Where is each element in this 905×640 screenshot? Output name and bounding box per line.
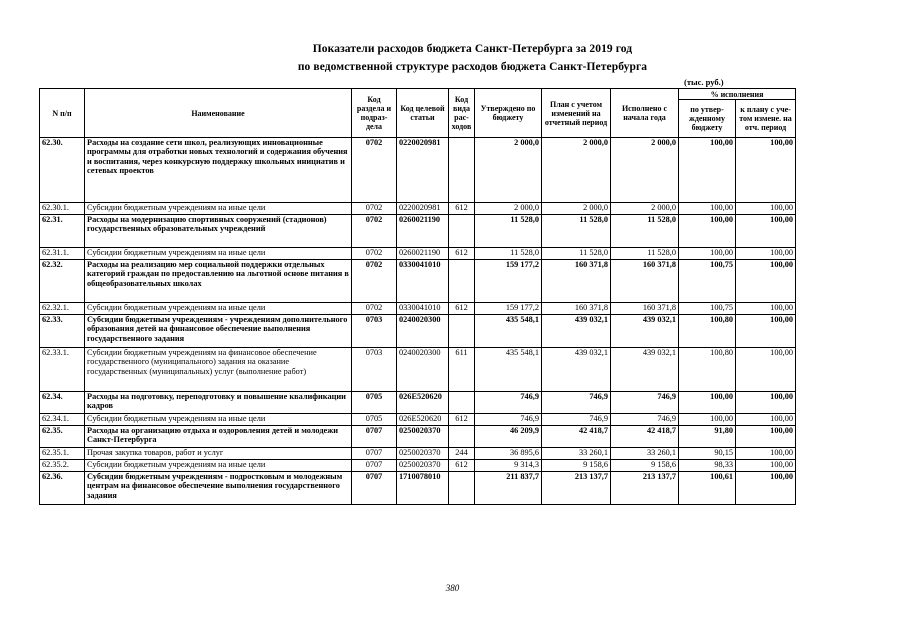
row-executed: 213 137,7	[611, 472, 679, 505]
row-executed: 746,9	[611, 414, 679, 426]
row-section-code: 0703	[352, 315, 397, 348]
row-num: 62.35.1.	[40, 448, 85, 460]
row-pct-approved: 100,61	[679, 472, 736, 505]
row-executed: 9 158,6	[611, 460, 679, 472]
row-pct-approved: 100,75	[679, 303, 736, 315]
row-num: 62.30.1.	[40, 203, 85, 215]
row-pct-approved: 100,00	[679, 392, 736, 414]
header-approved: Утверждено по бюджету	[475, 89, 542, 138]
row-section-code: 0707	[352, 426, 397, 448]
row-num: 62.32.1.	[40, 303, 85, 315]
row-type-code: 612	[449, 414, 475, 426]
header-section: Код раздела и подраз-дела	[352, 89, 397, 138]
row-pct-plan: 100,00	[736, 448, 796, 460]
row-pct-approved: 90,15	[679, 448, 736, 460]
row-type-code	[449, 426, 475, 448]
row-section-code: 0702	[352, 248, 397, 260]
row-name: Расходы на подготовку, переподготовку и повышение квалификации кадров	[85, 392, 352, 414]
row-pct-plan: 100,00	[736, 392, 796, 414]
row-target-code: 1710078010	[397, 472, 449, 505]
row-approved: 435 548,1	[475, 315, 542, 348]
row-pct-approved: 100,00	[679, 248, 736, 260]
table-row	[40, 138, 796, 203]
table-row	[40, 392, 796, 414]
row-type-code	[449, 472, 475, 505]
row-pct-approved: 100,00	[679, 414, 736, 426]
row-executed: 42 418,7	[611, 426, 679, 448]
row-approved: 2 000,0	[475, 203, 542, 215]
header-target: Код целевой статьи	[397, 89, 449, 138]
header-plan: План с учетом изменений на отчетный период	[542, 89, 611, 138]
row-num: 62.33.	[40, 315, 85, 348]
row-approved: 746,9	[475, 392, 542, 414]
row-executed: 160 371,8	[611, 260, 679, 303]
row-name: Субсидии бюджетным учреждениям на иные цели	[85, 414, 352, 426]
row-plan: 9 158,6	[542, 460, 611, 472]
row-section-code: 0707	[352, 448, 397, 460]
row-name: Субсидии бюджетным учреждениям на иные цели	[85, 303, 352, 315]
row-name: Расходы на модернизацию спортивных сооружений (стадионов) государственных образовательных учреждений	[85, 215, 352, 248]
row-name: Расходы на организацию отдыха и оздоровления детей и молодежи Санкт-Петербурга	[85, 426, 352, 448]
row-pct-approved: 100,80	[679, 315, 736, 348]
row-plan: 33 260,1	[542, 448, 611, 460]
row-target-code: 0220020981	[397, 138, 449, 203]
header-pct-approved: по утвер-жденному бюджету	[679, 100, 736, 138]
row-section-code: 0705	[352, 414, 397, 426]
row-executed: 439 032,1	[611, 315, 679, 348]
report-subtitle: по ведомственной структуре расходов бюджета Санкт-Петербурга	[297, 61, 648, 73]
row-name: Субсидии бюджетным учреждениям - подростковым и молодежным центрам на финансовое обеспечение выполнения государственного задания	[85, 472, 352, 505]
row-pct-approved: 100,00	[679, 215, 736, 248]
row-approved: 211 837,7	[475, 472, 542, 505]
row-executed: 439 032,1	[611, 348, 679, 392]
budget-table	[39, 88, 796, 505]
row-executed: 746,9	[611, 392, 679, 414]
row-approved: 159 177,2	[475, 260, 542, 303]
row-pct-plan: 100,00	[736, 303, 796, 315]
table-row	[40, 448, 796, 460]
units-label: (тыс. руб.)	[684, 77, 724, 87]
row-plan: 11 528,0	[542, 215, 611, 248]
row-plan: 2 000,0	[542, 203, 611, 215]
header-pct-group: % исполнения	[679, 89, 796, 100]
row-pct-approved: 100,00	[679, 203, 736, 215]
table-row	[40, 315, 796, 348]
row-section-code: 0705	[352, 392, 397, 414]
row-section-code: 0702	[352, 215, 397, 248]
row-type-code	[449, 138, 475, 203]
row-target-code: 0260021190	[397, 215, 449, 248]
row-plan: 746,9	[542, 414, 611, 426]
header-type: Код вида рас-ходов	[449, 89, 475, 138]
report-title: Показатели расходов бюджета Санкт-Петербурга за 2019 год	[312, 43, 633, 55]
row-type-code: 612	[449, 460, 475, 472]
row-pct-plan: 100,00	[736, 414, 796, 426]
row-num: 62.33.1.	[40, 348, 85, 392]
table-row	[40, 203, 796, 215]
row-pct-plan: 100,00	[736, 348, 796, 392]
row-plan: 2 000,0	[542, 138, 611, 203]
row-section-code: 0702	[352, 260, 397, 303]
row-section-code: 0707	[352, 472, 397, 505]
row-type-code	[449, 392, 475, 414]
row-target-code: 0240020300	[397, 348, 449, 392]
row-pct-plan: 100,00	[736, 203, 796, 215]
row-executed: 11 528,0	[611, 215, 679, 248]
row-pct-approved: 91,80	[679, 426, 736, 448]
row-num: 62.34.1.	[40, 414, 85, 426]
row-executed: 11 528,0	[611, 248, 679, 260]
row-section-code: 0702	[352, 203, 397, 215]
row-type-code: 612	[449, 248, 475, 260]
row-target-code: 0250020370	[397, 460, 449, 472]
table-row	[40, 260, 796, 303]
row-plan: 746,9	[542, 392, 611, 414]
row-pct-plan: 100,00	[736, 472, 796, 505]
page-number: 380	[445, 583, 460, 593]
row-plan: 213 137,7	[542, 472, 611, 505]
row-approved: 46 209,9	[475, 426, 542, 448]
row-plan: 11 528,0	[542, 248, 611, 260]
row-pct-plan: 100,00	[736, 426, 796, 448]
row-num: 62.35.2.	[40, 460, 85, 472]
row-pct-plan: 100,00	[736, 248, 796, 260]
row-pct-approved: 100,00	[679, 138, 736, 203]
row-pct-plan: 100,00	[736, 138, 796, 203]
row-num: 62.31.	[40, 215, 85, 248]
row-executed: 33 260,1	[611, 448, 679, 460]
row-plan: 160 371,8	[542, 260, 611, 303]
row-name: Расходы на создание сети школ, реализующих инновационные программы для отработки новых технологий и содержания обучения и воспитания, через конкурсную поддержку школьных инициатив и сетевых проектов	[85, 138, 352, 203]
row-type-code	[449, 215, 475, 248]
row-name: Расходы на реализацию мер социальной поддержки отдельных категорий граждан по предоставлению на льготной основе питания в общеобразовательных школах	[85, 260, 352, 303]
row-approved: 159 177,2	[475, 303, 542, 315]
row-name: Субсидии бюджетным учреждениям - учреждениям дополнительного образования детей на финансовое обеспечение выполнения государственного задания	[85, 315, 352, 348]
row-num: 62.32.	[40, 260, 85, 303]
row-plan: 42 418,7	[542, 426, 611, 448]
row-approved: 2 000,0	[475, 138, 542, 203]
row-type-code	[449, 260, 475, 303]
row-approved: 36 895,6	[475, 448, 542, 460]
row-num: 62.30.	[40, 138, 85, 203]
header-name: Наименование	[85, 89, 352, 138]
row-target-code: 0260021190	[397, 248, 449, 260]
row-pct-plan: 100,00	[736, 215, 796, 248]
row-approved: 11 528,0	[475, 215, 542, 248]
table-row	[40, 303, 796, 315]
row-section-code: 0703	[352, 348, 397, 392]
row-pct-plan: 100,00	[736, 260, 796, 303]
row-target-code: 0240020300	[397, 315, 449, 348]
row-name: Субсидии бюджетным учреждениям на иные цели	[85, 248, 352, 260]
row-pct-plan: 100,00	[736, 460, 796, 472]
row-target-code: 0330041010	[397, 303, 449, 315]
table-row	[40, 348, 796, 392]
row-num: 62.31.1.	[40, 248, 85, 260]
table-row	[40, 414, 796, 426]
row-plan: 439 032,1	[542, 315, 611, 348]
row-type-code: 244	[449, 448, 475, 460]
row-pct-approved: 100,75	[679, 260, 736, 303]
table-row	[40, 248, 796, 260]
row-plan: 160 371,8	[542, 303, 611, 315]
row-target-code: 026E520620	[397, 392, 449, 414]
row-type-code	[449, 315, 475, 348]
row-num: 62.34.	[40, 392, 85, 414]
table-header-row	[40, 89, 796, 100]
row-plan: 439 032,1	[542, 348, 611, 392]
row-num: 62.35.	[40, 426, 85, 448]
row-executed: 160 371,8	[611, 303, 679, 315]
row-name: Субсидии бюджетным учреждениям на иные цели	[85, 460, 352, 472]
row-section-code: 0702	[352, 138, 397, 203]
row-name: Прочая закупка товаров, работ и услуг	[85, 448, 352, 460]
row-approved: 11 528,0	[475, 248, 542, 260]
header-executed: Исполнено с начала года	[611, 89, 679, 138]
header-pct-plan: к плану с уче-том измене. на отч. период	[736, 100, 796, 138]
row-type-code: 611	[449, 348, 475, 392]
row-pct-approved: 100,80	[679, 348, 736, 392]
row-name: Субсидии бюджетным учреждениям на финансовое обеспечение государственного (муниципального) задания на оказание государственных (муниципальных) услуг (выполнение работ)	[85, 348, 352, 392]
table-body	[40, 138, 796, 505]
row-section-code: 0707	[352, 460, 397, 472]
row-type-code: 612	[449, 303, 475, 315]
row-name: Субсидии бюджетным учреждениям на иные цели	[85, 203, 352, 215]
row-pct-approved: 98,33	[679, 460, 736, 472]
row-approved: 746,9	[475, 414, 542, 426]
row-approved: 9 314,3	[475, 460, 542, 472]
row-target-code: 0220020981	[397, 203, 449, 215]
row-executed: 2 000,0	[611, 203, 679, 215]
row-target-code: 0330041010	[397, 260, 449, 303]
row-section-code: 0702	[352, 303, 397, 315]
row-pct-plan: 100,00	[736, 315, 796, 348]
table-row	[40, 426, 796, 448]
row-type-code: 612	[449, 203, 475, 215]
row-executed: 2 000,0	[611, 138, 679, 203]
row-approved: 435 548,1	[475, 348, 542, 392]
row-target-code: 026E520620	[397, 414, 449, 426]
row-num: 62.36.	[40, 472, 85, 505]
table-row	[40, 472, 796, 505]
table-row	[40, 460, 796, 472]
row-target-code: 0250020370	[397, 426, 449, 448]
table-row	[40, 215, 796, 248]
header-num: N п/п	[40, 89, 85, 138]
row-target-code: 0250020370	[397, 448, 449, 460]
